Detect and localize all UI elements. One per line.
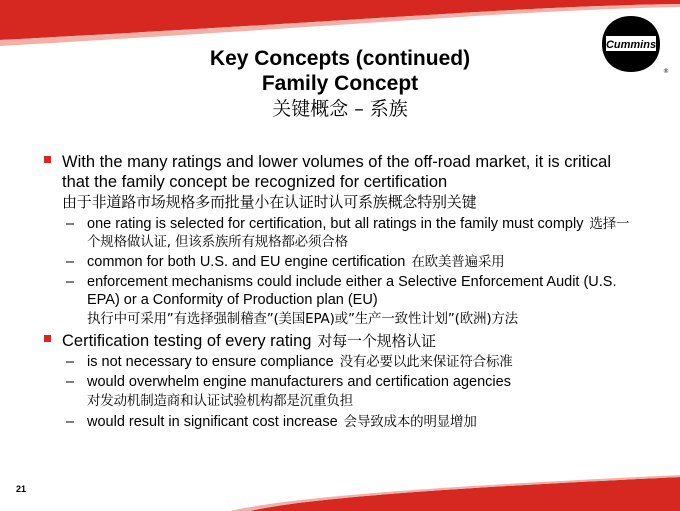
bullet-item xyxy=(42,152,642,213)
bottom-swoosh-decoration xyxy=(0,475,680,511)
sub-bullet-item xyxy=(42,215,642,251)
title-line-1: Key Concepts (continued) xyxy=(209,47,471,70)
dash-bullet-icon: – xyxy=(66,374,75,390)
dash-bullet-icon: – xyxy=(66,274,75,290)
sub-bullet-text: one rating is selected for certification, but all ratings in the family must comply xyxy=(87,216,584,232)
bullet-text-chinese: 由于非道路市场规格多而批量小在认证时认可系族概念特别关键 xyxy=(62,193,477,211)
dash-bullet-icon: – xyxy=(66,354,75,370)
bullet-text: With the many ratings and lower volumes of the off-road market, it is critical that the family concept be recognized for certification xyxy=(62,153,611,191)
sub-bullet-text: is not necessary to ensure compliance xyxy=(87,354,334,370)
sub-bullet-item xyxy=(42,373,642,411)
sub-bullet-text: would result in significant cost increase xyxy=(87,414,338,430)
page-number: 21 xyxy=(16,484,27,494)
bullet-text: Certification testing of every rating xyxy=(62,332,312,350)
sub-bullet-item xyxy=(42,273,642,329)
sub-bullet-item xyxy=(42,413,642,431)
sub-bullet-item xyxy=(42,353,642,371)
registered-mark: ® xyxy=(663,68,669,75)
sub-bullet-text-chinese: 在欧美普遍采用 xyxy=(411,254,505,270)
red-square-bullet-icon xyxy=(44,156,51,163)
bullet-text-chinese: 对每一个规格认证 xyxy=(317,332,436,350)
sub-bullet-text: common for both U.S. and EU engine certification xyxy=(87,254,406,270)
bullet-list xyxy=(42,152,642,433)
sub-bullet-text-chinese: 会导致成本的明显增加 xyxy=(343,414,477,430)
sub-bullet-text-chinese: 执行中可采用”有选择强制稽查”(美国EPA)或”生产一致性计划”(欧洲)方法 xyxy=(87,311,518,327)
sub-bullet-text: enforcement mechanisms could include either a Selective Enforcement Audit (U.S. EPA) or a Conformity of Production plan (EU) xyxy=(87,274,617,308)
logo-text: Cummins xyxy=(605,39,657,51)
sub-bullet-text-chinese: 选择一个规格做认证, 但该系族所有规格都必须合格 xyxy=(87,216,630,250)
sub-bullet-item xyxy=(42,253,642,271)
dash-bullet-icon: – xyxy=(66,216,75,232)
sub-bullet-text-chinese: 没有必要以此来保证符合标准 xyxy=(339,354,513,370)
red-square-bullet-icon xyxy=(44,335,51,342)
dash-bullet-icon: – xyxy=(66,254,75,270)
sub-bullet-text: would overwhelm engine manufacturers and certification agencies xyxy=(87,374,511,390)
title-line-chinese: 关键概念 – 系族 xyxy=(272,98,408,120)
title-line-2: Family Concept xyxy=(261,72,419,95)
top-swoosh-decoration xyxy=(0,0,680,52)
slide-title xyxy=(0,46,680,122)
sub-bullet-text-chinese: 对发动机制造商和认证试验机构都是沉重负担 xyxy=(87,393,353,409)
dash-bullet-icon: – xyxy=(66,414,75,430)
bullet-item xyxy=(42,331,642,351)
